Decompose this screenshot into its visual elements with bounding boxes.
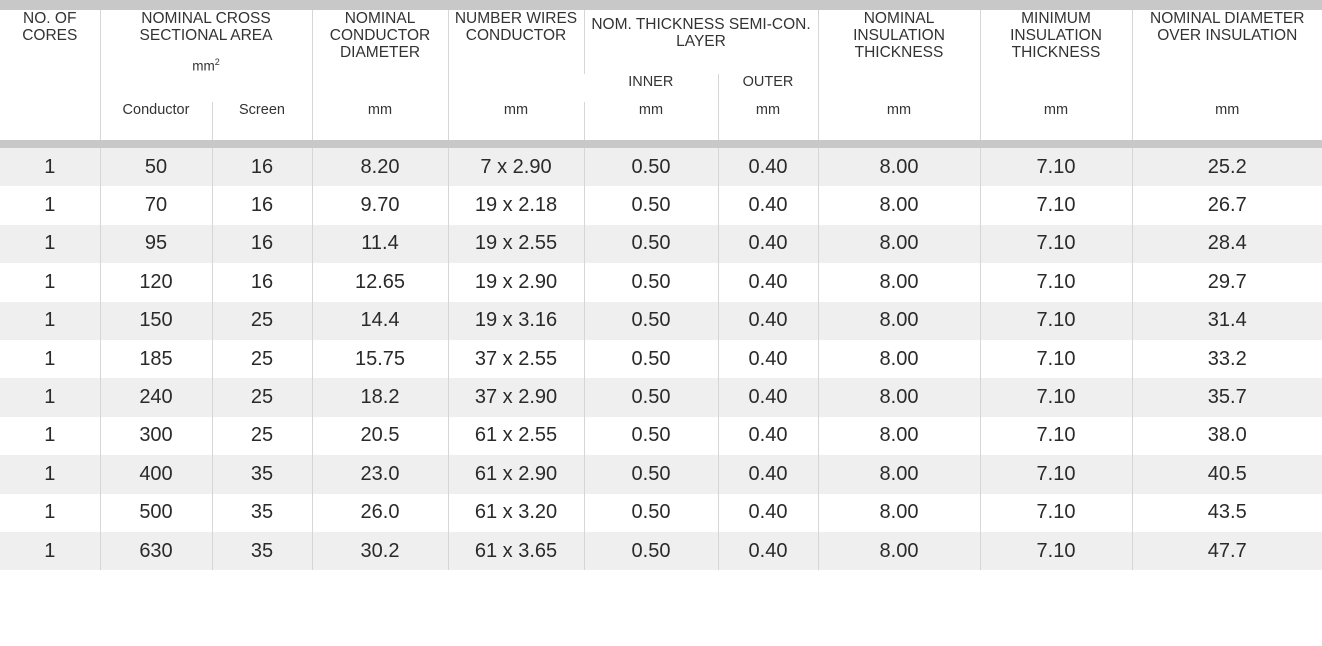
cell-diameter-over: 33.2 [1132,340,1322,378]
cell-outer: 0.40 [718,148,818,186]
cell-outer: 0.40 [718,225,818,263]
table-row [0,417,1322,455]
cell-minimum-thickness: 7.10 [980,378,1132,416]
cell-conductor-diameter: 8.20 [312,148,448,186]
cell-outer: 0.40 [718,340,818,378]
header-separator [0,140,1322,148]
unit-diameter-over: mm [1132,102,1322,140]
cell-screen-area: 35 [212,532,312,570]
cell-insulation-thickness: 8.00 [818,378,980,416]
cell-wires: 61 x 3.20 [448,494,584,532]
cell-wires: 61 x 3.65 [448,532,584,570]
cell-insulation-thickness: 8.00 [818,494,980,532]
cable-spec-table [0,10,1322,570]
cell-diameter-over: 29.7 [1132,263,1322,301]
cell-cores: 1 [0,225,100,263]
cell-conductor-area: 185 [100,340,212,378]
cell-cores: 1 [0,532,100,570]
header-diameter-over-insulation: NOMINAL DIAMETER OVER INSULATION [1132,10,1322,102]
cell-inner: 0.50 [584,494,718,532]
cell-screen-area: 16 [212,225,312,263]
cell-wires: 37 x 2.90 [448,378,584,416]
header-cross-area-unit: $mm^2$ [192,57,220,74]
table-row [0,494,1322,532]
cell-outer: 0.40 [718,494,818,532]
cell-outer: 0.40 [718,186,818,224]
cell-cores: 1 [0,378,100,416]
unit-inner: mm [584,102,718,140]
cell-insulation-thickness: 8.00 [818,417,980,455]
header-inner: INNER [628,74,674,90]
table-row [0,186,1322,224]
header-conductor: Conductor [100,102,212,140]
cell-wires: 19 x 3.16 [448,302,584,340]
cell-wires: 61 x 2.90 [448,455,584,493]
cell-cores: 1 [0,340,100,378]
cell-screen-area: 25 [212,302,312,340]
cell-conductor-diameter: 18.2 [312,378,448,416]
cell-conductor-diameter: 12.65 [312,263,448,301]
table-row [0,532,1322,570]
cell-conductor-area: 400 [100,455,212,493]
cell-cores: 1 [0,417,100,455]
cell-insulation-thickness: 8.00 [818,532,980,570]
table-row [0,225,1322,263]
table-row [0,455,1322,493]
header-cores-unit [0,102,100,140]
cell-conductor-diameter: 23.0 [312,455,448,493]
cell-minimum-thickness: 7.10 [980,302,1132,340]
cell-insulation-thickness: 8.00 [818,302,980,340]
cell-outer: 0.40 [718,302,818,340]
unit-wires: mm [448,102,584,140]
cell-diameter-over: 43.5 [1132,494,1322,532]
cell-outer: 0.40 [718,417,818,455]
cell-wires: 19 x 2.55 [448,225,584,263]
cell-screen-area: 35 [212,494,312,532]
cell-conductor-area: 120 [100,263,212,301]
cell-conductor-area: 300 [100,417,212,455]
cell-inner: 0.50 [584,225,718,263]
cell-conductor-area: 70 [100,186,212,224]
table-row [0,340,1322,378]
cell-conductor-diameter: 15.75 [312,340,448,378]
cell-cores: 1 [0,186,100,224]
cell-screen-area: 25 [212,417,312,455]
cell-inner: 0.50 [584,532,718,570]
cell-outer: 0.40 [718,532,818,570]
header-outer: OUTER [718,74,818,102]
cell-diameter-over: 40.5 [1132,455,1322,493]
table-row [0,378,1322,416]
cell-diameter-over: 35.7 [1132,378,1322,416]
table-body [0,148,1322,570]
cell-minimum-thickness: 7.10 [980,340,1132,378]
cell-diameter-over: 25.2 [1132,148,1322,186]
cell-inner: 0.50 [584,417,718,455]
cell-conductor-area: 500 [100,494,212,532]
header-conductor-diameter: NOMINAL CONDUCTOR DIAMETER [312,10,448,102]
cell-diameter-over: 28.4 [1132,225,1322,263]
cell-conductor-diameter: 14.4 [312,302,448,340]
cell-inner: 0.50 [584,186,718,224]
header-insulation-thickness: NOMINAL INSULATION THICKNESS [818,10,980,102]
cell-outer: 0.40 [718,455,818,493]
header-number-wires: NUMBER WIRES CONDUCTOR [448,10,584,102]
cell-insulation-thickness: 8.00 [818,186,980,224]
cell-conductor-area: 95 [100,225,212,263]
header-cross-sectional-area: NOMINAL CROSS SECTIONAL AREA $mm^2$ [100,10,312,102]
cell-inner: 0.50 [584,340,718,378]
cell-conductor-diameter: 20.5 [312,417,448,455]
cell-insulation-thickness: 8.00 [818,263,980,301]
header-minimum-thickness: MINIMUM INSULATION THICKNESS [980,10,1132,102]
cell-conductor-area: 50 [100,148,212,186]
header-cores: NO. OF CORES [22,10,78,44]
cell-conductor-area: 630 [100,532,212,570]
cell-diameter-over: 47.7 [1132,532,1322,570]
cell-screen-area: 25 [212,340,312,378]
cell-conductor-diameter: 26.0 [312,494,448,532]
cell-cores: 1 [0,148,100,186]
cell-minimum-thickness: 7.10 [980,148,1132,186]
unit-cond-diameter: mm [312,102,448,140]
cell-conductor-diameter: 9.70 [312,186,448,224]
cell-screen-area: 25 [212,378,312,416]
cell-screen-area: 16 [212,186,312,224]
cell-outer: 0.40 [718,263,818,301]
cell-minimum-thickness: 7.10 [980,225,1132,263]
cell-inner: 0.50 [584,148,718,186]
cell-inner: 0.50 [584,302,718,340]
cell-cores: 1 [0,302,100,340]
cell-outer: 0.40 [718,378,818,416]
cell-insulation-thickness: 8.00 [818,340,980,378]
cell-cores: 1 [0,455,100,493]
unit-outer: mm [718,102,818,140]
cell-conductor-diameter: 11.4 [312,225,448,263]
cell-conductor-area: 240 [100,378,212,416]
top-rule [0,0,1322,10]
unit-ins-thickness: mm [818,102,980,140]
cell-screen-area: 16 [212,263,312,301]
cell-diameter-over: 38.0 [1132,417,1322,455]
table-row [0,263,1322,301]
cell-conductor-area: 150 [100,302,212,340]
cell-inner: 0.50 [584,378,718,416]
header-screen: Screen [212,102,312,140]
cell-wires: 61 x 2.55 [448,417,584,455]
cell-wires: 19 x 2.18 [448,186,584,224]
cell-wires: 7 x 2.90 [448,148,584,186]
cell-insulation-thickness: 8.00 [818,225,980,263]
unit-min-thickness: mm [980,102,1132,140]
cell-diameter-over: 26.7 [1132,186,1322,224]
cell-insulation-thickness: 8.00 [818,148,980,186]
cell-minimum-thickness: 7.10 [980,494,1132,532]
cell-cores: 1 [0,494,100,532]
cell-screen-area: 35 [212,455,312,493]
cell-minimum-thickness: 7.10 [980,186,1132,224]
cell-inner: 0.50 [584,455,718,493]
cell-minimum-thickness: 7.10 [980,417,1132,455]
cell-cores: 1 [0,263,100,301]
cell-inner: 0.50 [584,263,718,301]
cell-wires: 19 x 2.90 [448,263,584,301]
cell-minimum-thickness: 7.10 [980,263,1132,301]
cell-insulation-thickness: 8.00 [818,455,980,493]
cell-minimum-thickness: 7.10 [980,455,1132,493]
cell-diameter-over: 31.4 [1132,302,1322,340]
cell-wires: 37 x 2.55 [448,340,584,378]
header-semicon-layer: NOM. THICKNESS SEMI-CON. LAYER [584,10,818,74]
cell-minimum-thickness: 7.10 [980,532,1132,570]
cell-screen-area: 16 [212,148,312,186]
cell-conductor-diameter: 30.2 [312,532,448,570]
table-row [0,302,1322,340]
table-row [0,148,1322,186]
